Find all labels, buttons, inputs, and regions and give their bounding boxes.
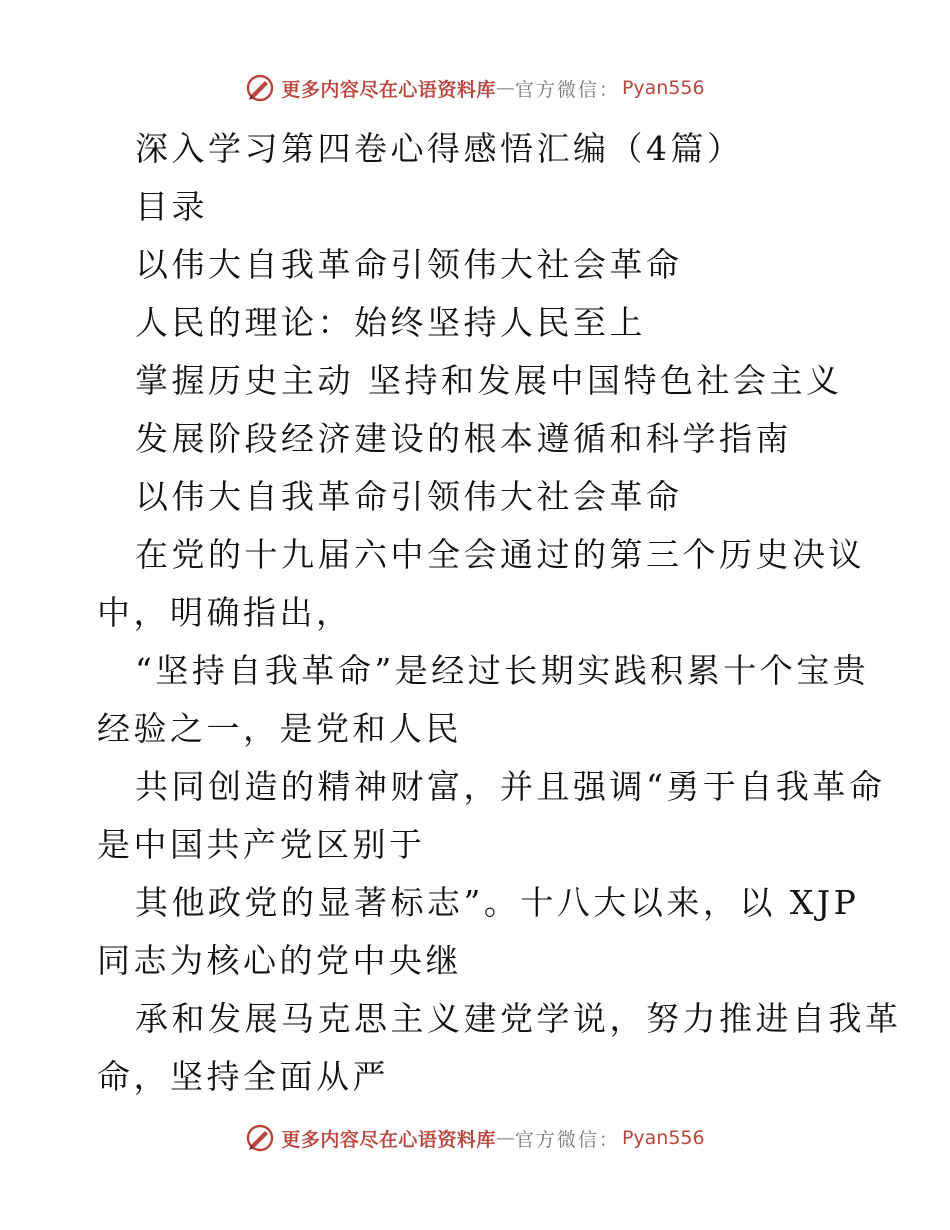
watermark-footer	[0, 1118, 950, 1158]
watermark-wechat-id: Pyan556	[621, 77, 705, 99]
text-line: 以伟大自我革命引领伟大社会革命	[135, 245, 683, 284]
text-line: 发展阶段经济建设的根本遵循和科学指南	[135, 419, 792, 458]
document-body	[97, 120, 902, 1106]
text-line: 在党的十九届六中全会通过的第三个历史决议	[135, 535, 865, 574]
document-title: 深入学习第四卷心得感悟汇编（4篇）	[135, 129, 744, 168]
toc-heading: 目录	[135, 187, 208, 226]
watermark-official-text: 官方微信：	[514, 78, 620, 101]
text-line: 掌握历史主动 坚持和发展中国特色社会主义	[135, 361, 843, 400]
text-line: 共同创造的精神财富，并且强调“勇于自我革命	[135, 767, 886, 806]
text-line: 承和发展马克思主义建党学说，努力推进自我革	[135, 999, 902, 1038]
watermark-site-text: 更多内容尽在心语资料库	[281, 78, 496, 101]
pen-circle-logo-icon	[245, 73, 275, 103]
watermark-header	[0, 68, 950, 108]
text-line: 命，坚持全面从严	[97, 1057, 389, 1096]
pen-circle-logo-icon	[245, 1123, 275, 1153]
text-line: 其他政党的显著标志”。十八大以来，以 XJP	[135, 883, 860, 922]
watermark-official-text: 官方微信：	[514, 1128, 620, 1151]
text-line: 是中国共产党区别于	[97, 825, 426, 864]
text-line: 以伟大自我革命引领伟大社会革命	[135, 477, 683, 516]
text-line: 人民的理论：始终坚持人民至上	[135, 303, 646, 342]
watermark-site-text: 更多内容尽在心语资料库	[281, 1128, 496, 1151]
watermark-separator: —	[495, 1127, 515, 1149]
text-line: 同志为核心的党中央继	[97, 941, 462, 980]
text-line: 中，明确指出，	[97, 593, 353, 632]
watermark-wechat-id: Pyan556	[621, 1127, 705, 1149]
watermark-separator: —	[495, 77, 515, 99]
text-line: “坚持自我革命”是经过长期实践积累十个宝贵	[135, 651, 870, 690]
text-line: 经验之一，是党和人民	[97, 709, 462, 748]
